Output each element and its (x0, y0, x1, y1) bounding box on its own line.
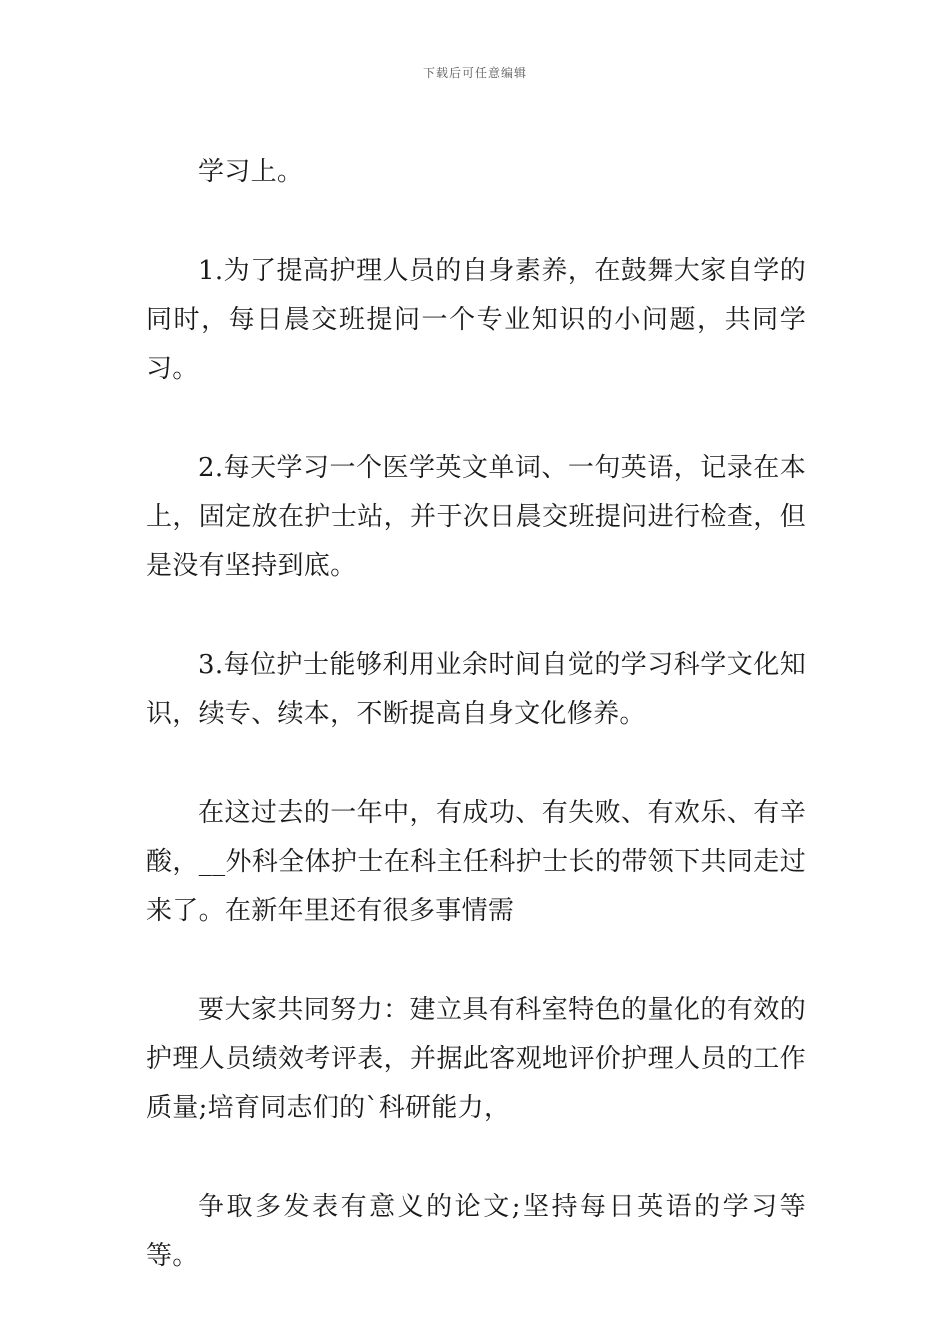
paragraph: 争取多发表有意义的论文;坚持每日英语的学习等等。 (146, 1192, 806, 1271)
document-body (146, 148, 806, 1331)
page-header: 下载后可任意编辑 (422, 66, 527, 80)
paragraph: 2.每天学习一个医学英文单词、一句英语，记录在本上，固定放在护士站，并于次日晨交班提问进行检查，但是没有坚持到底。 (146, 453, 806, 581)
paragraph: 1.为了提高护理人员的自身素养，在鼓舞大家自学的同时，每日晨交班提问一个专业知识的小问题，共同学习。 (146, 256, 806, 384)
paragraph: 在这过去的一年中，有成功、有失败、有欢乐、有辛酸，__外科全体护士在科主任科护士长的带领下共同走过来了。在新年里还有很多事情需 (146, 798, 806, 926)
paragraph: 要大家共同努力：建立具有科室特色的量化的有效的护理人员绩效考评表，并据此客观地评价护理人员的工作质量;培育同志们的`科研能力， (146, 995, 806, 1123)
paragraph: 3.每位护士能够利用业余时间自觉的学习科学文化知识，续专、续本，不断提高自身文化修养。 (146, 650, 806, 729)
paragraph: 学习上。 (198, 157, 304, 187)
